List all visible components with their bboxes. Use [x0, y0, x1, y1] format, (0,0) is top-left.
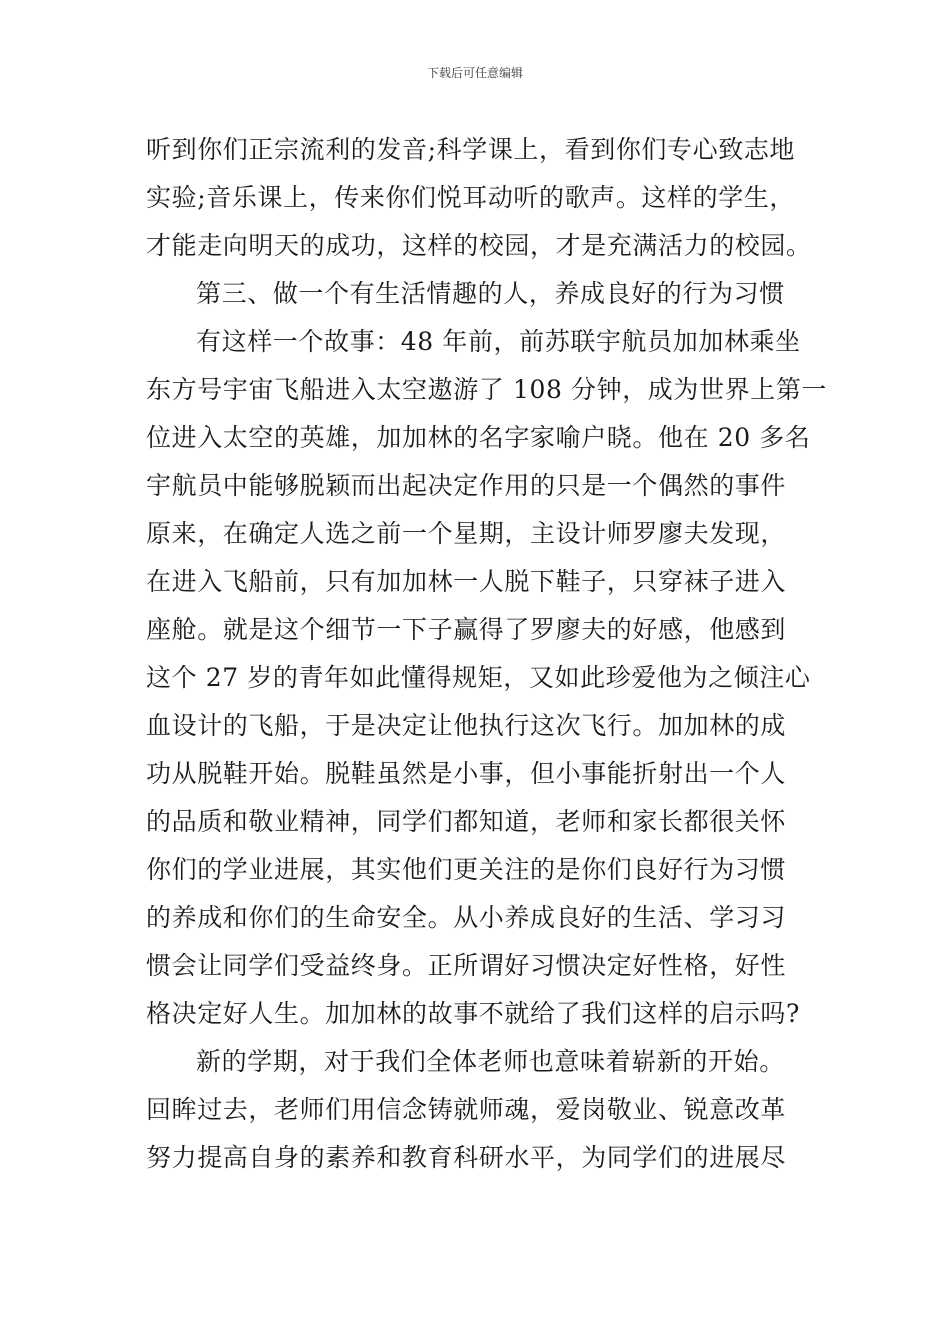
section-heading-line: 第三、做一个有生活情趣的人，养成良好的行为习惯	[196, 279, 785, 308]
paragraph-start-line: 有这样一个故事：48 年前，前苏联宇航员加加林乘坐	[196, 327, 801, 356]
page-header: 下载后可任意编辑	[426, 66, 523, 80]
text-line: 努力提高自身的素养和教育科研水平，为同学们的进展尽	[146, 1143, 787, 1172]
text-line: 座舱。就是这个细节一下子赢得了罗廖夫的好感，他感到	[146, 615, 787, 644]
text-line: 东方号宇宙飞船进入太空遨游了 108 分钟，成为世界上第一	[146, 375, 828, 404]
text-line: 惯会让同学们受益终身。正所谓好习惯决定好性格，好性	[146, 951, 787, 980]
text-line: 位进入太空的英雄，加加林的名字家喻户晓。他在 20 多名	[146, 423, 811, 452]
text-line: 实验;音乐课上，传来你们悦耳动听的歌声。这样的学生，	[146, 183, 796, 212]
text-line: 宇航员中能够脱颖而出起决定作用的只是一个偶然的事件	[146, 471, 787, 500]
text-line: 才能走向明天的成功，这样的校园，才是充满活力的校园。	[146, 231, 812, 260]
text-line: 在进入飞船前，只有加加林一人脱下鞋子，只穿袜子进入	[146, 567, 787, 596]
text-line: 你们的学业进展，其实他们更关注的是你们良好行为习惯	[146, 855, 787, 884]
paragraph-start-line: 新的学期，对于我们全体老师也意味着崭新的开始。	[196, 1047, 785, 1076]
text-line: 原来，在确定人选之前一个星期，主设计师罗廖夫发现，	[146, 519, 787, 548]
text-line: 的品质和敬业精神，同学们都知道，老师和家长都很关怀	[146, 807, 787, 836]
text-line: 的养成和你们的生命安全。从小养成良好的生活、学习习	[146, 903, 787, 932]
text-line: 听到你们正宗流利的发音;科学课上，看到你们专心致志地	[146, 135, 796, 164]
text-line: 血设计的飞船，于是决定让他执行这次飞行。加加林的成	[146, 711, 787, 740]
text-line: 功从脱鞋开始。脱鞋虽然是小事，但小事能折射出一个人	[146, 759, 787, 788]
text-line: 格决定好人生。加加林的故事不就给了我们这样的启示吗?	[146, 999, 801, 1028]
text-line: 这个 27 岁的青年如此懂得规矩，又如此珍爱他为之倾注心	[146, 663, 811, 692]
text-line: 回眸过去，老师们用信念铸就师魂，爱岗敬业、锐意改革	[146, 1095, 787, 1124]
document-body	[146, 126, 828, 1182]
